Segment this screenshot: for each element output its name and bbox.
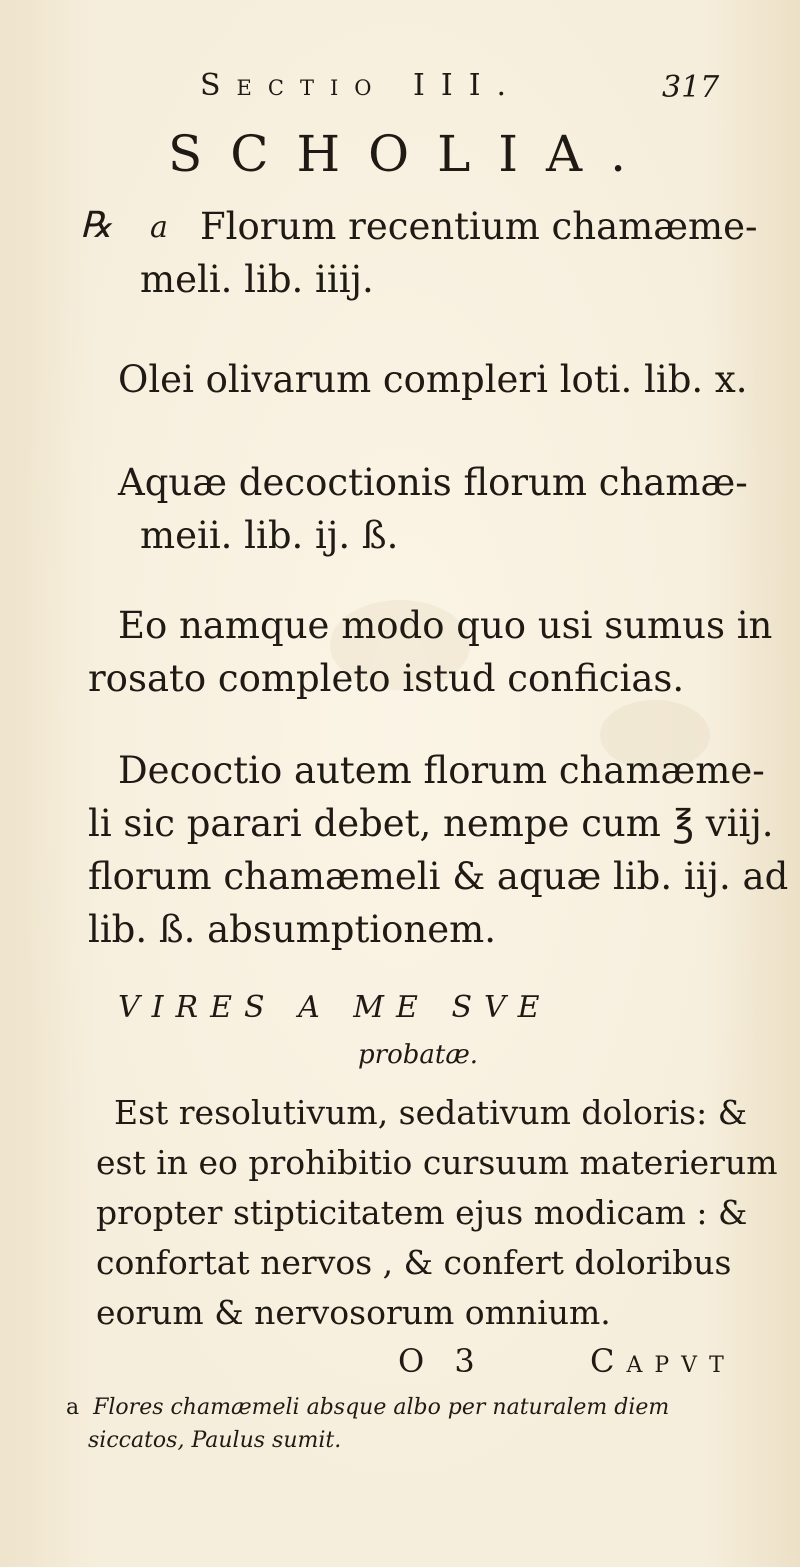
vires-subheading: probatæ.	[358, 1040, 479, 1070]
catchword: Capvt	[590, 1342, 736, 1380]
recipe-symbol: ℞	[80, 205, 113, 246]
running-header-section: Sectio III.	[200, 68, 523, 103]
footnote-text: Flores chamæmeli absque albo per naturalem diem	[93, 1395, 670, 1420]
recipe-line: li sic parari debet, nempe cum ℥ viij.	[88, 802, 774, 845]
signature-mark: O 3	[398, 1342, 485, 1380]
body-line: eorum & nervosorum omnium.	[96, 1293, 611, 1332]
page-title: SCHOLIA.	[168, 125, 655, 183]
body-line: confortat nervos , & confert doloribus	[96, 1243, 732, 1282]
footnote-line: siccatos, Paulus sumit.	[88, 1428, 342, 1453]
recipe-line: Eo namque modo quo usi sumus in	[118, 604, 773, 647]
recipe-line: florum chamæmeli & aquæ lib. iij. ad	[88, 855, 789, 898]
vires-heading: VIRES A ME SVE	[118, 990, 552, 1025]
body-line: propter stipticitatem ejus modicam : &	[96, 1193, 748, 1232]
recipe-line: rosato completo istud conficias.	[88, 657, 685, 700]
footnote-line	[66, 1395, 669, 1420]
recipe-line: lib. ß. absumptionem.	[88, 908, 496, 951]
recipe-line: meii. lib. ij. ß.	[140, 514, 399, 557]
footnote-reference-mark: a	[150, 210, 168, 245]
page-number: 317	[662, 70, 720, 105]
recipe-line: Olei olivarum compleri loti. lib. x.	[118, 358, 748, 401]
footnote-mark: a	[66, 1395, 80, 1420]
body-line: est in eo prohibitio cursuum materierum	[96, 1143, 778, 1182]
body-line: Est resolutivum, sedativum doloris: &	[114, 1093, 748, 1132]
recipe-line: Aquæ decoctionis florum chamæ-	[118, 461, 748, 504]
recipe-line: Decoctio autem florum chamæme-	[118, 749, 765, 792]
recipe-line: Florum recentium chamæme-	[200, 205, 758, 248]
recipe-line: meli. lib. iiij.	[140, 258, 374, 301]
